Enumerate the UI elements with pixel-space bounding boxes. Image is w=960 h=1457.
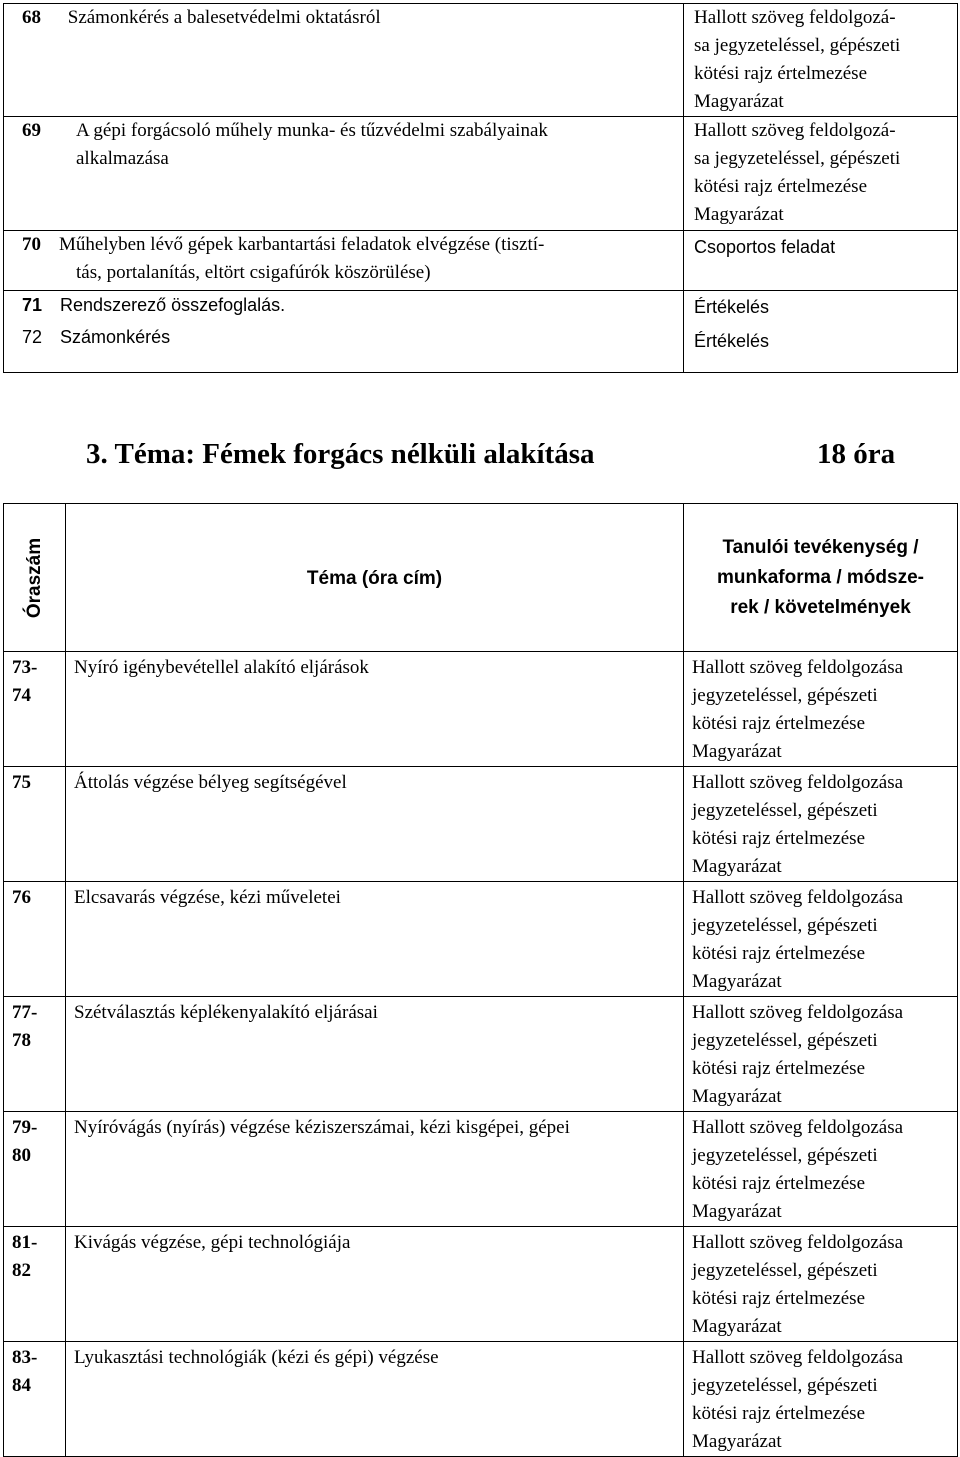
activity-cell [684,4,958,117]
activity-line: jegyzeteléssel, gépészeti [692,1375,878,1396]
column-header-activity-line: rek / követelmények [730,596,911,618]
row-number: 70 [22,234,41,255]
column-header-hours [4,504,66,652]
activity-line: Magyarázat [692,1086,782,1107]
activity-line: jegyzeteléssel, gépészeti [692,800,878,821]
hours-cell [4,997,66,1112]
topic-cell [66,1227,684,1342]
topic-text: Számonkérés [60,326,171,347]
table-row [4,4,958,117]
topic-text: Nyíró igénybevétellel alakító eljárások [74,657,369,678]
activity-cell [684,882,958,997]
hours-line: 83- [12,1347,38,1368]
topic-cell [66,1112,684,1227]
lesson-table [3,503,958,1457]
activity-line: Hallott szöveg feldolgozása [692,887,904,908]
activity-line: kötési rajz értelmezése [694,176,868,197]
activity-line: sa jegyzeteléssel, gépészeti [694,148,901,169]
activity-line: Hallott szöveg feldolgozása [692,1117,904,1138]
table-row [4,1112,958,1227]
activity-line: Hallott szöveg feldolgozása [692,1002,904,1023]
activity-line: Magyarázat [692,856,782,877]
activity-cell [684,1342,958,1457]
hours-cell [4,767,66,882]
activity-cell [684,231,958,291]
activity-line: Magyarázat [692,741,782,762]
hours-cell [4,1227,66,1342]
hours-line: 79- [12,1117,38,1138]
hours-line: 84 [12,1375,31,1396]
hours-line: 81- [12,1232,38,1253]
topic-cell [4,117,684,231]
table-row [4,882,958,997]
table-row [4,997,958,1112]
table-row [4,117,958,231]
activity-line: Hallott szöveg feldolgozása [692,772,904,793]
table-row [4,1342,958,1457]
activity-line: Hallott szöveg feldolgozá- [694,120,896,141]
activity-line: kötési rajz értelmezése [692,1173,866,1194]
topic-cell [66,882,684,997]
activity-line: kötési rajz értelmezése [692,713,866,734]
activity-line: jegyzeteléssel, gépészeti [692,1030,878,1051]
hours-cell [4,1342,66,1457]
table-header-row [4,504,958,652]
activity-line: Csoportos feladat [694,237,836,257]
topic-text: Műhelyben lévő gépek karbantartási feladatok elvégzése (tisztí- [59,234,545,255]
row-number: 71 [22,295,43,315]
topic-text: Nyíróvágás (nyírás) végzése kéziszerszámai, kézi kisgépei, gépei [74,1117,570,1138]
hours-line: 73- [12,657,38,678]
column-header-activity-line: Tanulói tevékenység / [722,536,919,558]
activity-line: jegyzeteléssel, gépészeti [692,915,878,936]
activity-line: Hallott szöveg feldolgozása [692,657,904,678]
column-header-topic-label: Téma (óra cím) [306,567,443,589]
topic-text: Számonkérés a balesetvédelmi oktatásról [67,7,381,28]
hours-cell [4,1112,66,1227]
activity-line: kötési rajz értelmezése [692,1403,866,1424]
column-header-activity-line: munkaforma / módsze- [717,566,924,588]
topic-cell [66,997,684,1112]
activity-line: Hallott szöveg feldolgozása [692,1347,904,1368]
topic-text: Elcsavarás végzése, kézi műveletei [74,887,341,908]
topic-text: Szétválasztás képlékenyalakító eljárásai [74,1002,378,1023]
column-header-activity [684,504,958,652]
hours-line: 82 [12,1260,31,1281]
continuation-table [3,3,958,373]
activity-cell [684,767,958,882]
topic-text: Áttolás végzése bélyeg segítségével [74,772,347,793]
topic-cell [4,291,684,323]
hours-line: 75 [12,772,31,793]
table-row [4,767,958,882]
topic-cell [66,1342,684,1457]
activity-line: Magyarázat [692,1201,782,1222]
topic-text: Rendszerező összefoglalás. [60,295,286,315]
activity-line: jegyzeteléssel, gépészeti [692,685,878,706]
topic-cell [66,652,684,767]
activity-line: Értékelés [694,297,770,317]
section-hours: 18 óra [817,438,896,470]
row-number: 69 [22,120,41,141]
activity-cell [684,997,958,1112]
activity-line: Magyarázat [692,1431,782,1452]
hours-line: 77- [12,1002,38,1023]
topic-text: Lyukasztási technológiák (kézi és gépi) végzése [74,1347,439,1368]
hours-line: 80 [12,1145,31,1166]
column-header-hours-label: Óraszám [23,537,45,618]
activity-line: jegyzeteléssel, gépészeti [692,1145,878,1166]
row-number: 68 [22,7,41,28]
table-row [4,231,958,291]
topic-cell [4,323,684,373]
activity-line: kötési rajz értelmezése [692,943,866,964]
hours-line: 78 [12,1030,31,1051]
section-title: 3. Téma: Fémek forgács nélküli alakítása [86,438,595,470]
table-row [4,323,958,373]
row-number: 72 [22,326,43,347]
activity-cell [684,1112,958,1227]
topic-cell [66,767,684,882]
activity-line: Hallott szöveg feldolgozá- [694,7,896,28]
activity-cell [684,323,958,373]
topic-text: alkalmazása [76,148,169,169]
activity-line: sa jegyzeteléssel, gépészeti [694,35,901,56]
activity-line: Magyarázat [692,971,782,992]
activity-cell [684,652,958,767]
topic-cell [4,4,684,117]
table-row [4,291,958,323]
topic-cell [4,231,684,291]
activity-cell [684,291,958,323]
activity-cell [684,117,958,231]
activity-line: Magyarázat [692,1316,782,1337]
activity-line: kötési rajz értelmezése [694,63,868,84]
hours-cell [4,652,66,767]
activity-cell [684,1227,958,1342]
topic-text: A gépi forgácsoló műhely munka- és tűzvédelmi szabályainak [76,120,548,141]
activity-line: Értékelés [694,330,770,351]
activity-line: kötési rajz értelmezése [692,1288,866,1309]
topic-text: Kivágás végzése, gépi technológiája [74,1232,351,1253]
activity-line: jegyzeteléssel, gépészeti [692,1260,878,1281]
activity-line: kötési rajz értelmezése [692,828,866,849]
activity-line: Hallott szöveg feldolgozása [692,1232,904,1253]
column-header-topic [66,504,684,652]
hours-line: 76 [12,887,31,908]
table-row [4,1227,958,1342]
activity-line: Magyarázat [694,204,784,225]
activity-line: kötési rajz értelmezése [692,1058,866,1079]
hours-cell [4,882,66,997]
table-row [4,652,958,767]
hours-line: 74 [12,685,31,706]
topic-text: tás, portalanítás, eltört csigafúrók köszörülése) [76,262,431,283]
activity-line: Magyarázat [694,91,784,112]
